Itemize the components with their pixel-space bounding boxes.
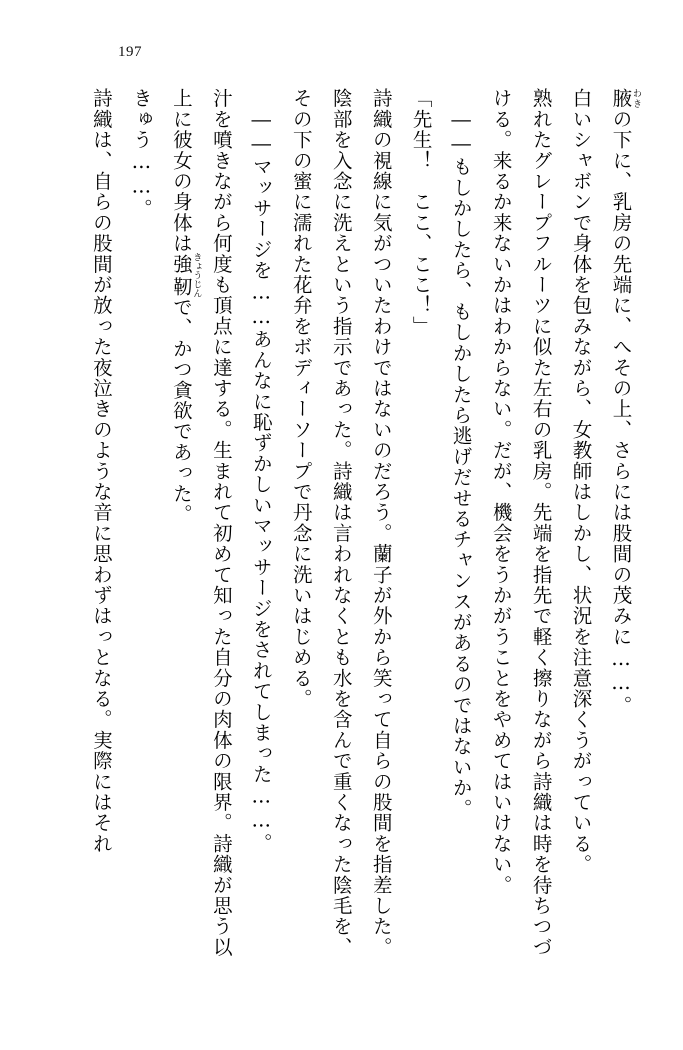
paragraph-text: 汁を噴きながら何度も頂点に達する。生まれて初めて知った自分の肉体の限界。詩織が思う以上に彼女の身体は	[169, 88, 233, 958]
page-number: 197	[118, 44, 142, 60]
ruby-waki: 腋わき	[609, 88, 641, 109]
paragraph	[281, 88, 401, 968]
paragraph-text: ――もしかしたら、もしかしたら逃げだせるチャンスがあるのではないか。	[449, 107, 473, 819]
paragraph-text: 白いシャボンで身体を包みながら、女教師はしかし、状況を注意深くうがっている。	[569, 88, 593, 875]
paragraph-text: きゅう……。	[129, 88, 153, 220]
paragraph-dialogue	[401, 88, 441, 968]
paragraph	[441, 88, 481, 968]
paragraph	[81, 88, 121, 968]
paragraph-text: 「先生！ ここ、ここ！」	[409, 88, 433, 337]
paragraph-text: 熟れたグレープフルーツに似た左右の乳房。先端を指先で軽く擦りながら詩織は時を待ちつづける。来るか来ないかはわからない。だが、機会をうかがうことをやめてはいけない。	[489, 88, 553, 958]
paragraph	[121, 88, 161, 968]
novel-body-text	[81, 88, 641, 968]
paragraph-text: の下に、乳房の先端に、へその上、さらには股間の茂みに……。	[609, 108, 633, 717]
paragraph-text: ――マッサージを……あんなに恥ずかしいマッサージをされてしまった……。	[249, 107, 273, 853]
paragraph	[241, 88, 281, 968]
paragraph	[561, 88, 601, 968]
ruby-kyoujin: 強靭きょうじん	[169, 252, 202, 298]
furigana: きょうじん	[191, 252, 202, 298]
furigana: わき	[631, 88, 641, 109]
paragraph-text: で、かつ貪欲であった。	[169, 296, 193, 525]
paragraph	[161, 88, 241, 968]
paragraph-text: 詩織は、自らの股間が放った夜泣きのような音に思わずはっとなる。実際にはそれ	[89, 88, 113, 854]
paragraph-text: 詩織の視線に気がついたわけではないのだろう。蘭子が外から笑って自らの股間を指差した。陰部を入念に洗えという指示であった。詩織は言われなくとも水を含んで重くなった陰毛を、その下の蜜に濡れた花弁をボディーソープで丹念に洗いはじめる。	[289, 88, 393, 958]
paragraph	[601, 88, 641, 968]
paragraph	[481, 88, 561, 968]
